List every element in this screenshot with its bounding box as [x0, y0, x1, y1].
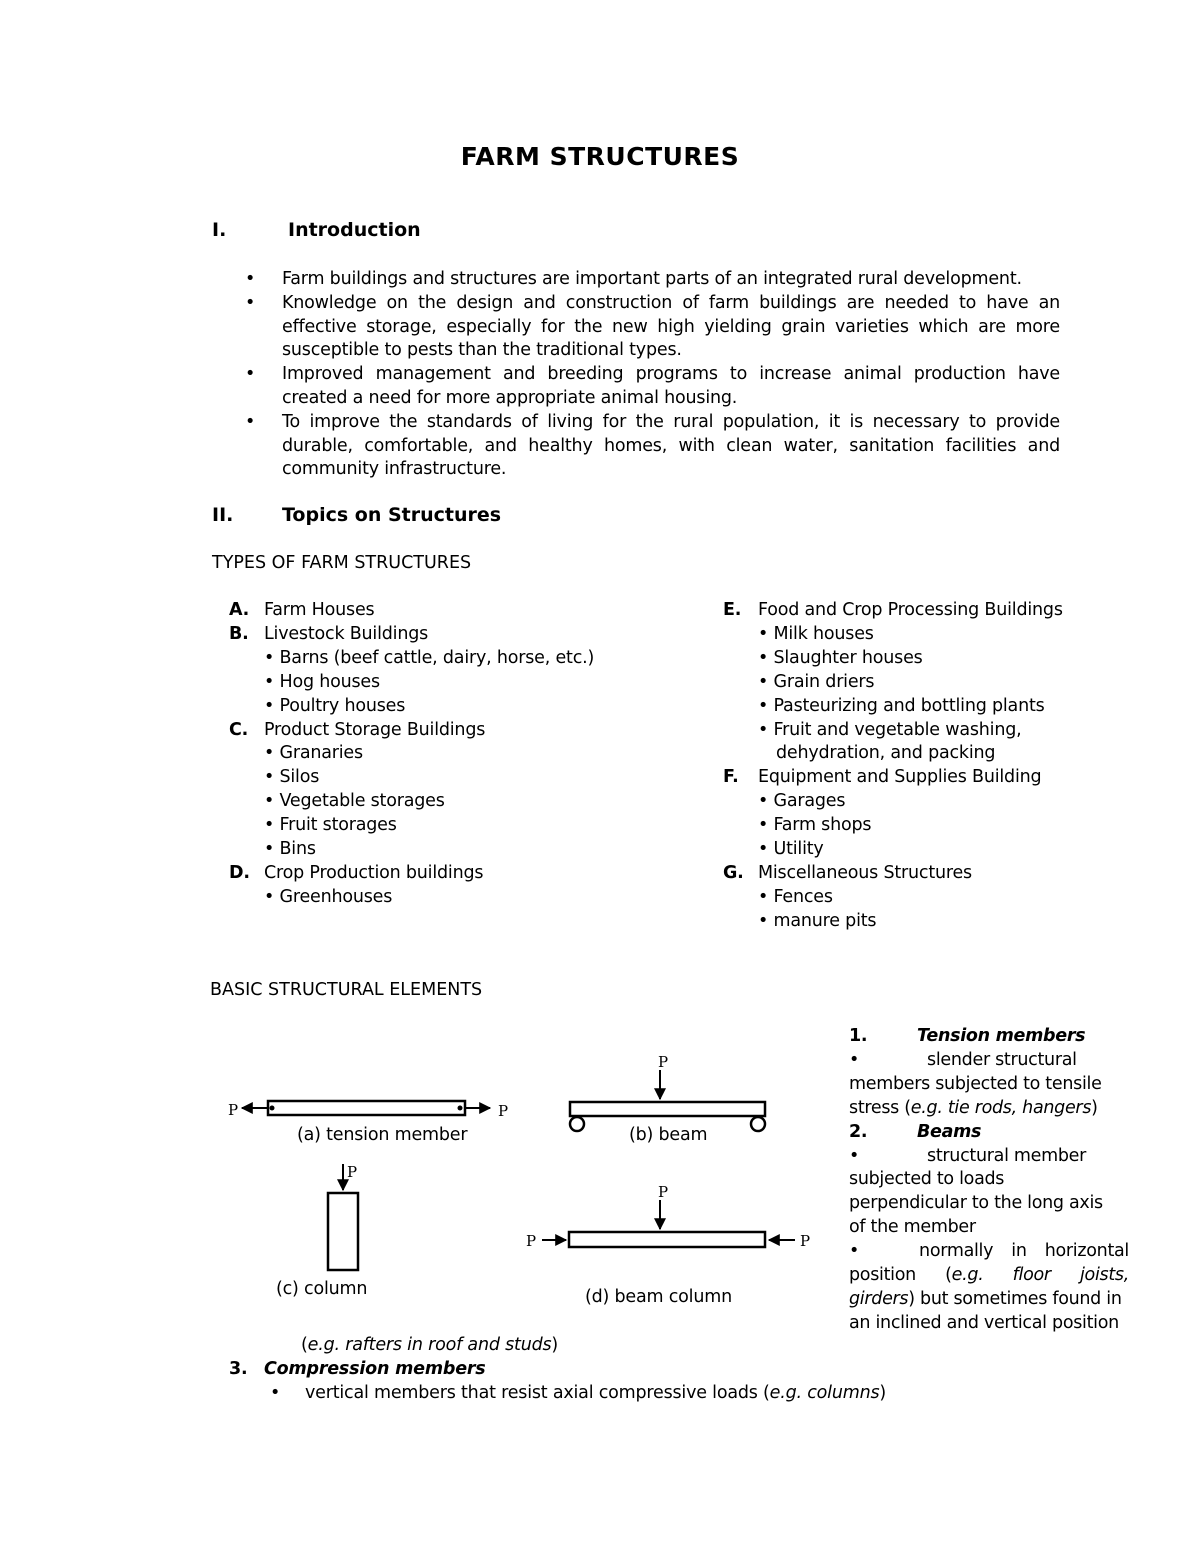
list-item: • Fruit storages [264, 815, 397, 836]
category-a: A. Farm Houses [229, 600, 375, 620]
figure-label-beam-column: (d) beam column [585, 1287, 732, 1307]
list-item: • Fruit and vegetable washing, [758, 719, 1022, 740]
list-item: • Silos [264, 767, 320, 788]
beam-column-diagram [526, 1183, 810, 1250]
load-label: P [800, 1232, 811, 1250]
list-item: • Garages [758, 791, 846, 812]
list-item: • slender structural [849, 1049, 1077, 1070]
section-number: II. [212, 504, 234, 526]
category-c: C. Product Storage Buildings [229, 719, 486, 740]
list-item: • normally in horizontal [849, 1240, 1129, 1264]
tension-member-diagram [228, 1101, 508, 1120]
bullet-icon: • [245, 411, 256, 432]
list-item: • Farm shops [758, 815, 872, 836]
types-heading: TYPES OF FARM STRUCTURES [212, 553, 472, 573]
category-b: B. Livestock Buildings [229, 623, 429, 644]
column-diagram [328, 1163, 358, 1270]
load-label: P [526, 1232, 537, 1250]
list-item: • Fences [758, 886, 833, 907]
figure-label-tension-member: (a) tension member [297, 1125, 468, 1145]
category-g: G. Miscellaneous Structures [723, 862, 972, 883]
list-item: • Hog houses [264, 671, 380, 692]
structural-elements-figure [220, 1040, 830, 1320]
list-item-continuation: dehydration, and packing [776, 743, 996, 764]
list-item: • To improve the standards of living for the rural population, it is necessary to provide durable, comfortable, and healthy homes, with clean water, sanitation facilities and community infrastructure. [245, 411, 1060, 480]
list-item: • Pasteurizing and bottling plants [758, 695, 1045, 716]
types-right-column [723, 599, 1143, 934]
bullet-icon: • [245, 292, 256, 313]
load-label: P [658, 1053, 669, 1071]
load-label: P [498, 1102, 509, 1120]
list-item: • Poultry houses [264, 695, 406, 716]
note-heading-beams: 2. Beams [849, 1121, 982, 1142]
list-item: • Barns (beef cattle, dairy, horse, etc.) [264, 647, 595, 668]
section-label: Topics on Structures [282, 504, 502, 526]
load-label: P [347, 1163, 358, 1181]
list-item: • manure pits [758, 910, 877, 931]
types-left-column [229, 599, 689, 910]
category-f: F. Equipment and Supplies Building [723, 767, 1042, 788]
list-item: • Farm buildings and structures are important parts of an integrated rural development. [245, 268, 1060, 292]
list-item: • Bins [264, 839, 316, 860]
note-heading-tension: 1. Tension members [849, 1026, 1086, 1046]
list-item: • Improved management and breeding programs to increase animal production have created a need for more appropriate animal housing. [245, 364, 1060, 408]
compression-heading: Compression members [264, 1359, 486, 1379]
figure-label-beam: (b) beam [629, 1125, 708, 1145]
list-item: • Grain driers [758, 671, 875, 692]
list-item: • Milk houses [758, 623, 874, 644]
beam-diagram [570, 1053, 765, 1131]
section-label: Introduction [288, 219, 421, 241]
list-item: • Vegetable storages [264, 791, 445, 812]
figure-label-column: (c) column [276, 1279, 368, 1299]
section-number: I. [212, 219, 227, 241]
load-label: P [228, 1101, 239, 1119]
intro-bullet-list [245, 268, 1060, 482]
bullet-icon: • [245, 364, 256, 385]
bullet-icon: • [849, 1049, 860, 1070]
list-item: • Granaries [264, 743, 363, 764]
list-item: • Knowledge on the design and construction of farm buildings are needed to have an effective storage, especially for the new high yielding grain varieties which are more susceptible to pests than the traditional types. [245, 292, 1060, 361]
list-item: • Utility [758, 839, 824, 860]
element-notes: 1. Tension members • slender structural members subjected to tensile stress (e.g. tie rods, hangers) 2. Beams • structural member subjected to loads perpendicular to the long axis of the member • normally in horizontal position (e.g. floor joists, girders) but sometimes found in an inclined and vertical position [849, 1026, 1129, 1333]
category-d: D. Crop Production buildings [229, 862, 484, 883]
list-item: • vertical members that resist axial compressive loads (e.g. columns) [229, 1382, 886, 1406]
bullet-icon: • [849, 1145, 860, 1166]
compression-members: 3. Compression members • vertical members that resist axial compressive loads (e.g. columns) [229, 1358, 886, 1406]
elements-heading: BASIC STRUCTURAL ELEMENTS [210, 980, 483, 1000]
load-label: P [658, 1183, 669, 1201]
page-title: FARM STRUCTURES [460, 142, 740, 171]
category-e: E. Food and Crop Processing Buildings [723, 600, 1063, 620]
list-item: • Slaughter houses [758, 647, 923, 668]
bullet-icon: • [849, 1241, 860, 1262]
bullet-icon: • [245, 269, 256, 289]
list-item: • Greenhouses [264, 886, 393, 907]
rafters-note: (e.g. rafters in roof and studs) [301, 1335, 559, 1355]
list-item: • structural member [849, 1145, 1087, 1166]
bullet-icon: • [270, 1382, 281, 1403]
